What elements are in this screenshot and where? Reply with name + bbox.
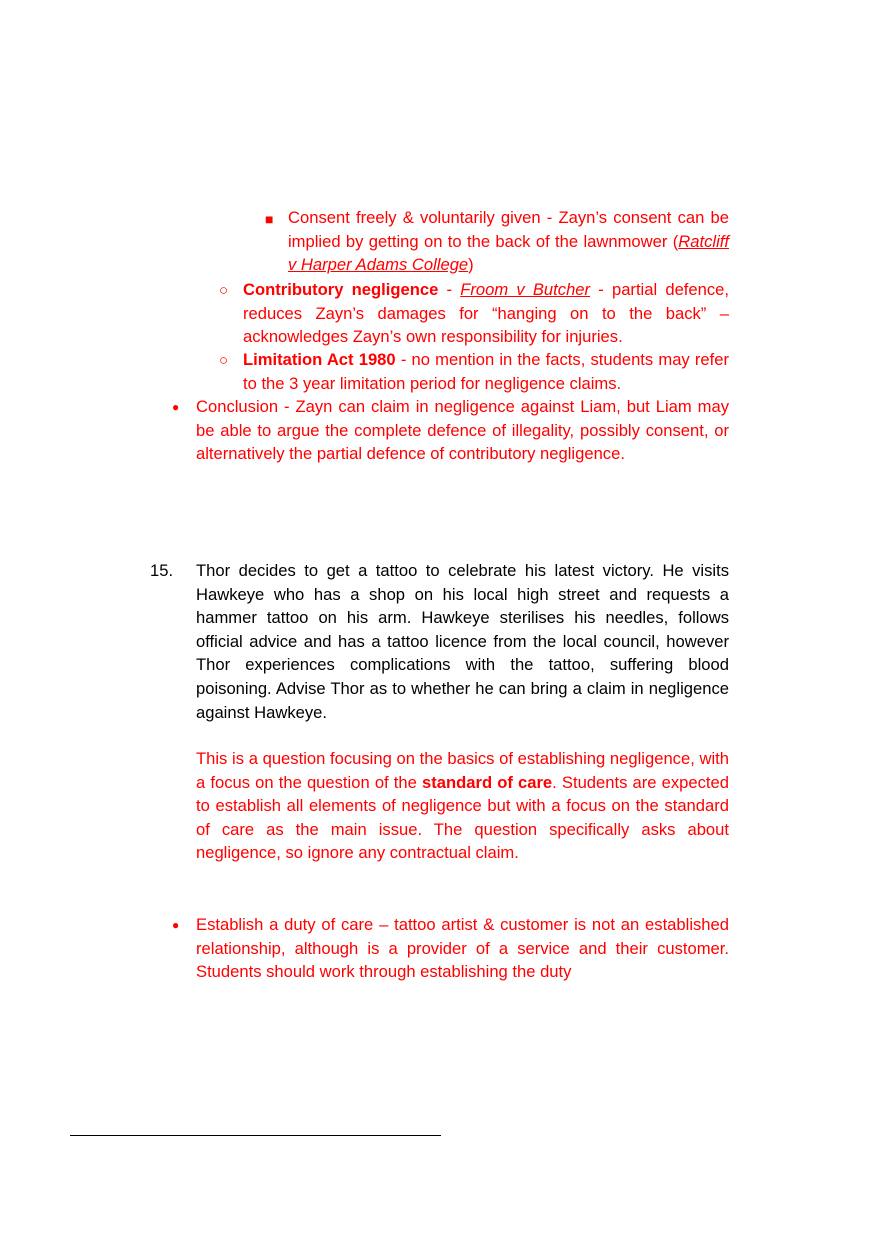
conclusion-item: Conclusion - Zayn can claim in negligence against Liam, but Liam may be able to argue the complete defence of illegality, possibly consent, or alternatively the partial defence of contributory negligence.	[196, 397, 729, 464]
circle-bullet-icon: ○	[219, 352, 229, 369]
consent-close: )	[468, 255, 474, 275]
limitation-act-item	[243, 348, 729, 395]
guidance-paragraph	[196, 747, 729, 865]
contributory-separator: -	[438, 280, 461, 299]
limitation-heading: Limitation Act 1980	[243, 350, 396, 369]
contributory-negligence-item	[243, 278, 729, 349]
question-number: 15.	[150, 561, 174, 580]
case-ratcliff: Ratcliff v Harper Adams College	[288, 231, 729, 275]
contributory-heading: Contributory negligence	[243, 280, 439, 299]
guidance-emphasis: standard of care	[422, 772, 553, 792]
square-bullet-icon: ■	[265, 211, 274, 227]
guidance-text-before: This is a question focusing on the basics of establishing negligence, with a focus on the question of the	[196, 749, 729, 792]
question-15-text: Thor decides to get a tattoo to celebrate his latest victory. He visits Hawkeye who has a shop on his local high street and requests a hammer tattoo on his arm. Hawkeye sterilises his needles, follows official advice and has a tattoo licence from the local council, however Thor experiences complications with the tattoo, suffering blood poisoning. Advise Thor as to whether he can bring a claim in negligence against Hawkeye.	[196, 561, 729, 722]
limitation-text: - no mention in the facts, students may refer to the 3 year limitation period for negligence claims.	[243, 350, 730, 393]
consent-list-item	[288, 206, 729, 277]
case-froom: Froom v Butcher	[460, 280, 591, 299]
duty-of-care-item: Establish a duty of care – tattoo artist & customer is not an established relationship, although is a provider of a service and their customer. Students should work through establishing the duty	[196, 915, 729, 982]
contributory-text: - partial defence, reduces Zayn’s damages for “hanging on to the back” – acknowledges Zayn’s own responsibility for injuries.	[243, 280, 730, 347]
footnote-separator	[70, 1135, 441, 1136]
bullet-icon: ●	[172, 918, 180, 932]
guidance-text-after: . Students are expected to establish all elements of negligence but with a focus on the standard of care as the main issue. The question specifically asks about negligence, so ignore any contractual claim.	[196, 772, 729, 863]
circle-bullet-icon: ○	[219, 282, 229, 299]
consent-text: Consent freely & voluntarily given - Zayn’s consent can be implied by getting on to the back of the lawnmower (	[288, 208, 729, 251]
bullet-icon: ●	[172, 400, 180, 414]
